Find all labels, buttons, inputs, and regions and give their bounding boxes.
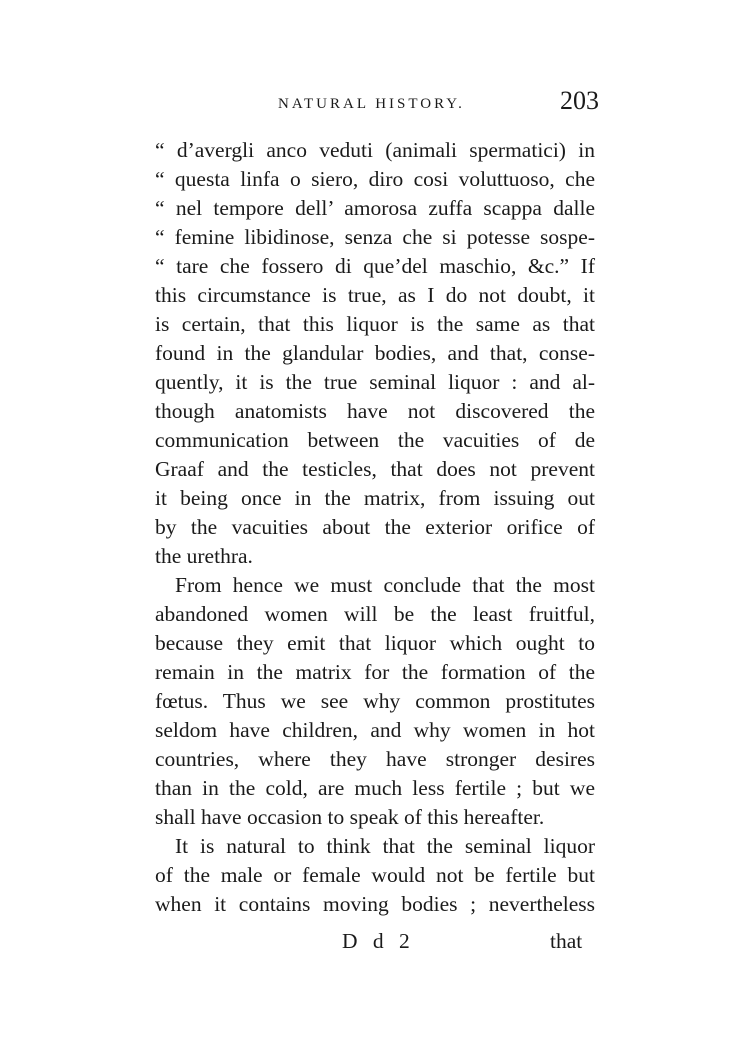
text-line: the urethra. — [155, 544, 253, 568]
text-line: though anatomists have not discovered the — [155, 399, 595, 423]
text-line: by the vacuities about the exterior orifice of — [155, 515, 595, 539]
text-line: remain in the matrix for the formation of the — [155, 660, 595, 684]
text-line: because they emit that liquor which ought to — [155, 631, 595, 655]
text-line: From hence we must conclude that the most — [175, 573, 595, 597]
text-line: than in the cold, are much less fertile ; but we — [155, 776, 595, 800]
text-line: this circumstance is true, as I do not doubt, it — [155, 283, 595, 307]
text-line: abandoned women will be the least fruitful, — [155, 602, 595, 626]
text-line: fœtus. Thus we see why common prostitutes — [155, 689, 595, 713]
text-line: Graaf and the testicles, that does not prevent — [155, 457, 595, 481]
text-line: communication between the vacuities of de — [155, 428, 595, 452]
text-line: “ d’avergli anco veduti (animali spermatici) in — [155, 138, 595, 162]
text-line: “ questa linfa o siero, diro cosi voluttuoso, che — [155, 167, 595, 191]
text-line: quently, it is the true seminal liquor : and al- — [155, 370, 595, 394]
text-line: is certain, that this liquor is the same as that — [155, 312, 595, 336]
text-line: “ femine libidinose, senza che si potesse sospe- — [155, 225, 595, 249]
text-line: it being once in the matrix, from issuing out — [155, 486, 595, 510]
text-line: “ tare che fossero di que’del maschio, &c.” If — [155, 254, 595, 278]
body-text — [155, 136, 595, 919]
text-line: of the male or female would not be fertile but — [155, 863, 595, 887]
text-line: “ nel tempore dell’ amorosa zuffa scappa dalle — [155, 196, 595, 220]
signature-mark: D d 2 — [342, 929, 415, 953]
text-line: when it contains moving bodies ; nevertheless — [155, 892, 595, 916]
catchword: that — [550, 929, 583, 953]
page-footer — [0, 926, 750, 956]
page-number: 203 — [560, 86, 599, 115]
text-line: found in the glandular bodies, and that, conse- — [155, 341, 595, 365]
text-line: countries, where they have stronger desires — [155, 747, 595, 771]
text-line: shall have occasion to speak of this hereafter. — [155, 805, 545, 829]
text-line: It is natural to think that the seminal liquor — [175, 834, 595, 858]
text-line: seldom have children, and why women in hot — [155, 718, 595, 742]
running-head: NATURAL HISTORY. — [278, 96, 465, 112]
